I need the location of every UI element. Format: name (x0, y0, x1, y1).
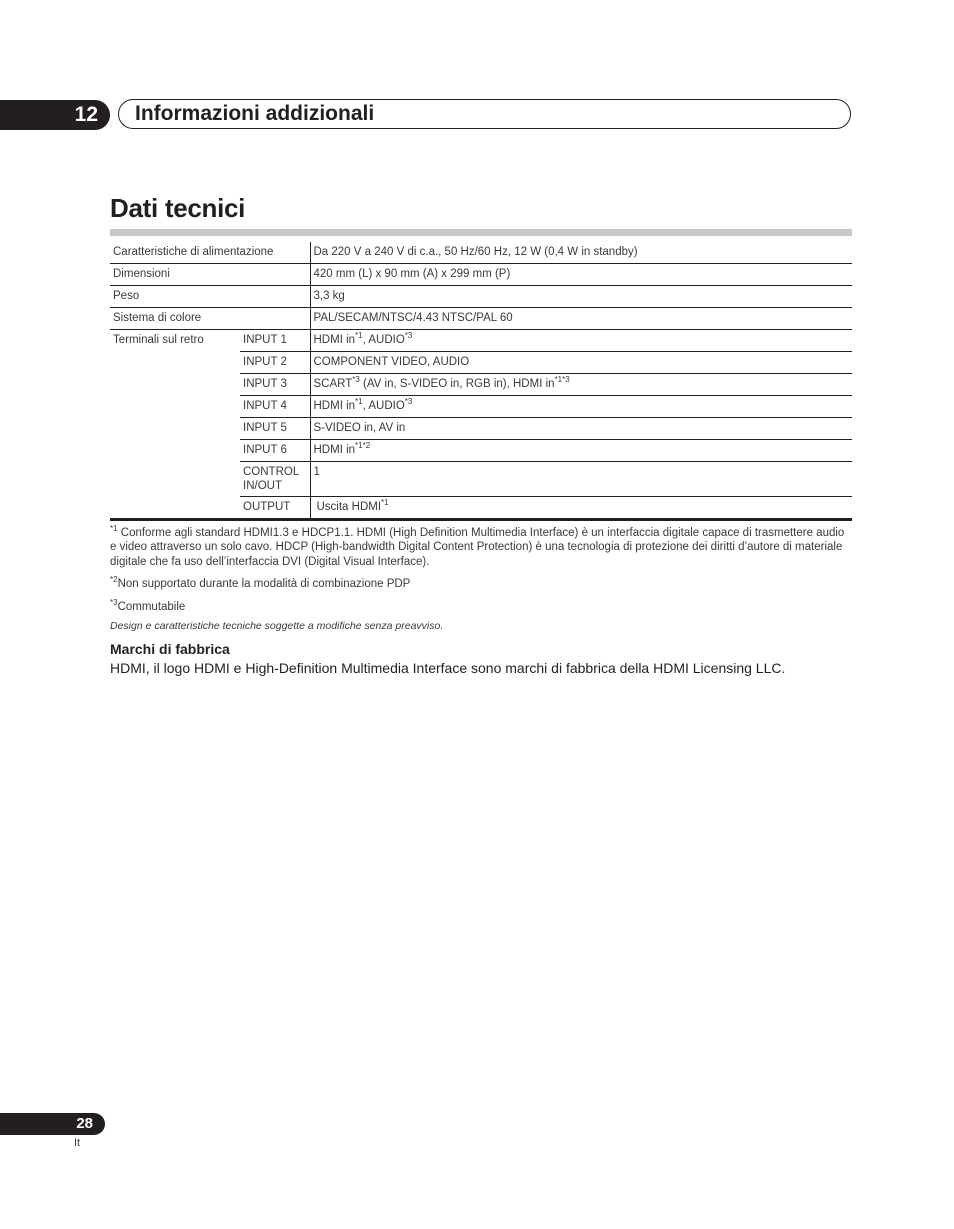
title-rule (110, 229, 852, 236)
spec-label: Caratteristiche di alimentazione (110, 242, 310, 264)
footnote (110, 573, 852, 591)
footnote-mark: *3 (110, 597, 118, 607)
footnote-mark: *1 (110, 524, 118, 533)
footnote (110, 522, 852, 569)
footnote (110, 596, 852, 614)
spec-row (110, 286, 852, 308)
spec-value: Da 220 V a 240 V di c.a., 50 Hz/60 Hz, 12 W (0,4 W in standby) (310, 242, 852, 264)
page-number: 28 (76, 1115, 93, 1132)
chapter-number-tab (0, 100, 110, 130)
spec-row (110, 308, 852, 330)
terminal-value: S-VIDEO in, AV in (310, 418, 852, 440)
trademarks-heading: Marchi di fabbrica (110, 641, 230, 657)
terminal-name: INPUT 1 (240, 330, 310, 352)
terminal-name: INPUT 2 (240, 352, 310, 374)
terminal-value: SCART$^{*3}$ (AV in, S-VIDEO in, RGB in), HDMI $in^{*1*3}$ (310, 374, 852, 396)
page-title: Dati tecnici (110, 193, 246, 223)
disclaimer: Design e caratteristiche tecniche soggette a modifiche senza preavviso. (110, 620, 444, 632)
terminal-name: CONTROL IN/OUT (240, 462, 310, 497)
footnote-text: Non supportato durante la modalità di combinazione PDP (117, 578, 411, 591)
footnote-text: Conforme agli standard HDMI1.3 e HDCP1.1. HDMI (High Definition Multimedia Interface) è un interfaccia digitale capace di trasmettere audio e video attraverso un solo cavo. HDCP (High-bandwidth Digital Content Protection) è una tecnologia di protezione dei diritti d’autore di materiale digitale che fa uso dell’interfaccia DVI (Digital Visual Interface). (110, 526, 845, 568)
trademarks-text: HDMI, il logo HDMI e High-Definition Multimedia Interface sono marchi di fabbrica della HDMI Licensing LLC. (110, 660, 786, 676)
specs-table (110, 242, 852, 521)
terminal-value: HDMI $in^{*1}$, AUDIO$^{*3}$ (310, 396, 852, 418)
terminal-value: 1 (310, 462, 852, 497)
spec-label: Peso (110, 286, 310, 308)
footnotes (110, 522, 852, 618)
footnote-mark: *2 (110, 575, 118, 585)
terminal-name: INPUT 3 (240, 374, 310, 396)
spec-value: 420 mm (L) x 90 mm (A) x 299 mm (P) (310, 264, 852, 286)
spec-label: Dimensioni (110, 264, 310, 286)
spec-label: Sistema di colore (110, 308, 310, 330)
terminal-row (110, 330, 852, 352)
terminal-name: INPUT 6 (240, 440, 310, 462)
chapter-title: Informazioni addizionali (135, 102, 375, 125)
terminal-value: Uscita HDMI$^{*1}$ (310, 497, 852, 520)
terminal-value: COMPONENT VIDEO, AUDIO (310, 352, 852, 374)
spec-value: 3,3 kg (310, 286, 852, 308)
spec-row (110, 242, 852, 264)
footnote-text: Commutabile (117, 600, 186, 613)
terminal-value: HDMI $in^{*1}$, AUDIO$^{*3}$ (310, 330, 852, 352)
terminal-name: INPUT 5 (240, 418, 310, 440)
chapter-number: 12 (74, 103, 98, 126)
page-number-tab (0, 1113, 105, 1135)
terminals-label: Terminali sul retro (113, 334, 204, 346)
chapter-title-box (118, 99, 851, 129)
terminal-name: INPUT 4 (240, 396, 310, 418)
language-code: It (74, 1137, 81, 1149)
spec-row (110, 264, 852, 286)
terminal-name: OUTPUT (243, 501, 291, 513)
terminal-value: HDMI $in^{*1*2}$ (310, 440, 852, 462)
spec-value: PAL/SECAM/NTSC/4.43 NTSC/PAL 60 (310, 308, 852, 330)
